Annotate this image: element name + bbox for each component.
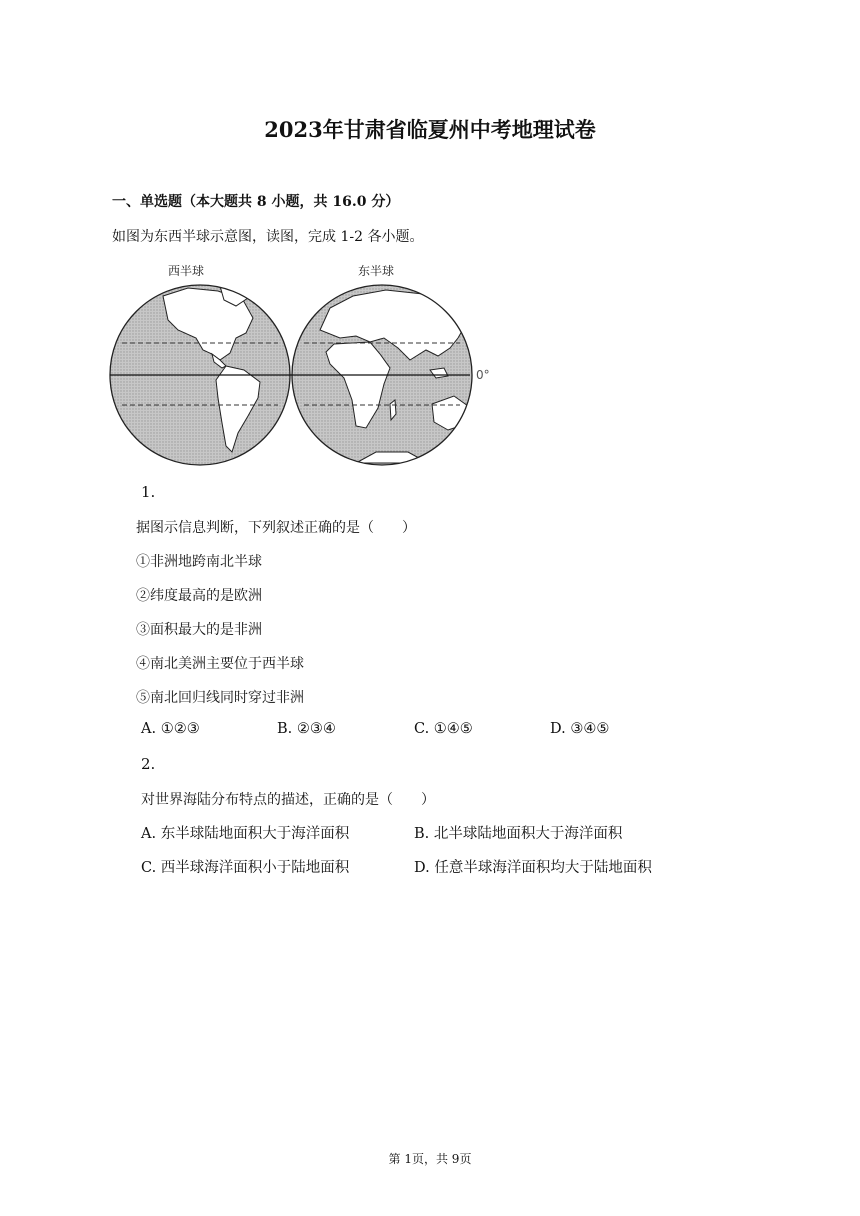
- intro-text: 如图为东西半球示意图，读图，完成 1-2 各小题。: [112, 229, 424, 245]
- question-2-stem: 对世界海陆分布特点的描述，正确的是（ ）: [141, 792, 435, 808]
- question-2-option-a[interactable]: A. 东半球陆地面积大于海洋面积: [141, 826, 350, 842]
- question-1-statement: ②纬度最高的是欧洲: [136, 588, 262, 604]
- question-2-number: 2.: [141, 755, 156, 773]
- equator-label: 0°: [476, 368, 490, 382]
- page-footer: 第 1页，共 9页: [388, 1152, 472, 1166]
- hemispheres-map: [108, 258, 503, 468]
- question-1-option-b[interactable]: B. ②③④: [277, 721, 336, 737]
- question-1-option-a[interactable]: A. ①②③: [141, 721, 200, 737]
- question-1-statement: ⑤南北回归线同时穿过非洲: [136, 690, 304, 706]
- question-1-statement: ④南北美洲主要位于西半球: [136, 656, 304, 672]
- hemispheres-figure: [108, 258, 503, 472]
- question-1-number: 1.: [141, 483, 156, 501]
- question-1-stem: 据图示信息判断，下列叙述正确的是（ ）: [136, 520, 416, 536]
- question-1-option-d[interactable]: D. ③④⑤: [550, 721, 610, 737]
- question-2-option-c[interactable]: C. 西半球海洋面积小于陆地面积: [141, 860, 350, 876]
- page-title: 2023年甘肃省临夏州中考地理试卷: [264, 117, 596, 142]
- question-2-option-b[interactable]: B. 北半球陆地面积大于海洋面积: [414, 826, 623, 842]
- question-2-option-d[interactable]: D. 任意半球海洋面积均大于陆地面积: [414, 860, 652, 876]
- east-hemisphere-label: 东半球: [357, 264, 395, 278]
- question-1-option-c[interactable]: C. ①④⑤: [414, 721, 473, 737]
- section-heading: 一、单选题（本大题共 8 小题，共 16.0 分）: [112, 194, 400, 210]
- question-1-statement: ③面积最大的是非洲: [136, 622, 262, 638]
- question-1-statement: ①非洲地跨南北半球: [136, 554, 262, 570]
- west-hemisphere-label: 西半球: [167, 264, 205, 278]
